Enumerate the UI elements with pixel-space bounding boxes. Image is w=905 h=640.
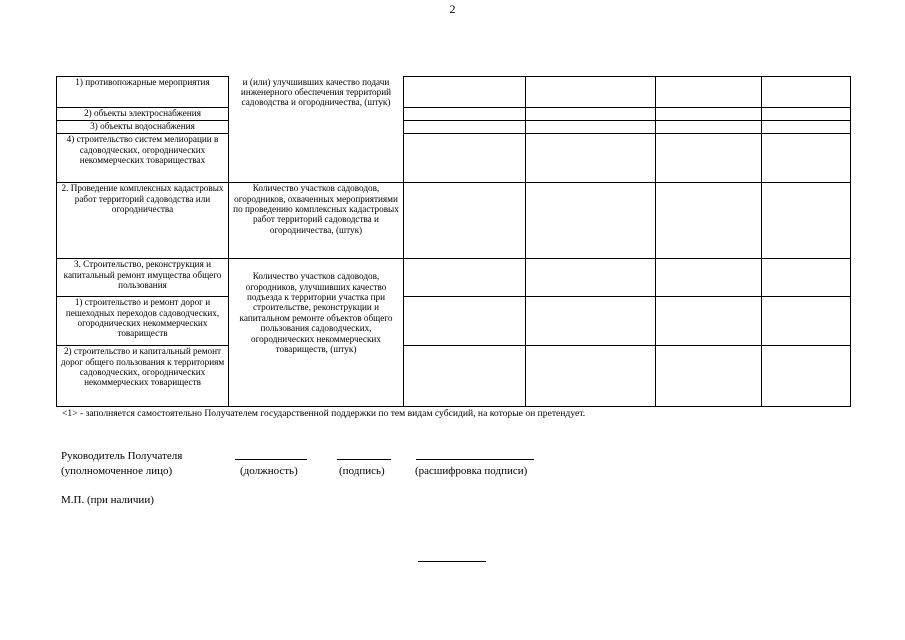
decode-line [416, 449, 534, 460]
value-cell [404, 77, 526, 108]
position-line [235, 449, 307, 460]
stamp-label: М.П. (при наличии) [61, 494, 154, 506]
value-cell [656, 108, 762, 121]
decode-label: (расшифровка подписи) [415, 465, 528, 477]
value-cell [526, 134, 656, 183]
table-row [57, 346, 851, 407]
value-cell [762, 134, 851, 183]
value-cell [526, 259, 656, 297]
table-row [57, 108, 851, 121]
row-indicator-cell [229, 121, 404, 134]
value-cell [762, 259, 851, 297]
value-cell [762, 183, 851, 259]
row-item-cell: 4) строительство систем мелиорации в садоводческих, огороднических некоммерческих товариществах [57, 134, 229, 183]
value-cell [656, 297, 762, 346]
value-cell [526, 346, 656, 407]
value-cell [762, 108, 851, 121]
value-cell [404, 346, 526, 407]
value-cell [404, 134, 526, 183]
value-cell [404, 121, 526, 134]
row-indicator-cell: Количество участков садоводов, огородников, охваченных мероприятиями по проведению комплексных кадастровых работ территорий садоводства и огородничества, (штук) [229, 183, 404, 259]
value-cell [656, 259, 762, 297]
bottom-rule [418, 561, 486, 562]
value-cell [762, 121, 851, 134]
signature-line [337, 449, 391, 460]
row-item-cell: 2. Проведение комплексных кадастровых работ территорий садоводства или огородничества [57, 183, 229, 259]
row-indicator-cell [229, 108, 404, 121]
table-row [57, 183, 851, 259]
value-cell [656, 77, 762, 108]
value-cell [762, 346, 851, 407]
value-cell [656, 183, 762, 259]
signer-subtitle: (уполномоченное лицо) [61, 465, 173, 477]
row-indicator-cell: Количество участков садоводов, огородников, улучшивших качество подъезда к территории участка при строительстве, реконструкции и капитальном ремонте объектов общего пользования садоводческих, огороднических некоммерческих товариществ, (штук) [229, 259, 404, 407]
value-cell [404, 297, 526, 346]
row-item-cell: 2) строительство и капитальный ремонт дорог общего пользования к территориям садоводческих, огороднических некоммерческих товариществ [57, 346, 229, 407]
signature-label: (подпись) [339, 465, 385, 477]
row-item-cell: 1) строительство и ремонт дорог и пешеходных переходов садоводческих, огороднических некоммерческих товариществ [57, 297, 229, 346]
row-item-cell: 3) объекты водоснабжения [57, 121, 229, 134]
value-cell [526, 108, 656, 121]
table-row [57, 134, 851, 183]
footnote: <1> - заполняется самостоятельно Получателем государственной поддержки по тем видам субсидий, на которые он претендует. [62, 408, 586, 419]
table-row [57, 77, 851, 108]
value-cell [656, 121, 762, 134]
value-cell [762, 77, 851, 108]
value-cell [762, 297, 851, 346]
value-cell [526, 77, 656, 108]
row-item-cell: 1) противопожарные мероприятия [57, 77, 229, 108]
page-number: 2 [449, 2, 456, 16]
value-cell [404, 259, 526, 297]
value-cell [404, 108, 526, 121]
value-cell [526, 297, 656, 346]
table-row [57, 259, 851, 297]
row-indicator-cell: и (или) улучшивших качество подачи инженерного обеспечения территорий садоводства и огородничества, (штук) [229, 77, 404, 108]
value-cell [656, 134, 762, 183]
signer-title: Руководитель Получателя [61, 450, 183, 462]
table-row [57, 297, 851, 346]
value-cell [404, 183, 526, 259]
value-cell [526, 121, 656, 134]
table-row [57, 121, 851, 134]
row-item-cell: 3. Строительство, реконструкция и капитальный ремонт имущества общего пользования [57, 259, 229, 297]
row-item-cell: 2) объекты электроснабжения [57, 108, 229, 121]
subsidy-table [56, 76, 851, 407]
value-cell [526, 183, 656, 259]
row-indicator-cell [229, 134, 404, 183]
position-label: (должность) [240, 465, 298, 477]
value-cell [656, 346, 762, 407]
